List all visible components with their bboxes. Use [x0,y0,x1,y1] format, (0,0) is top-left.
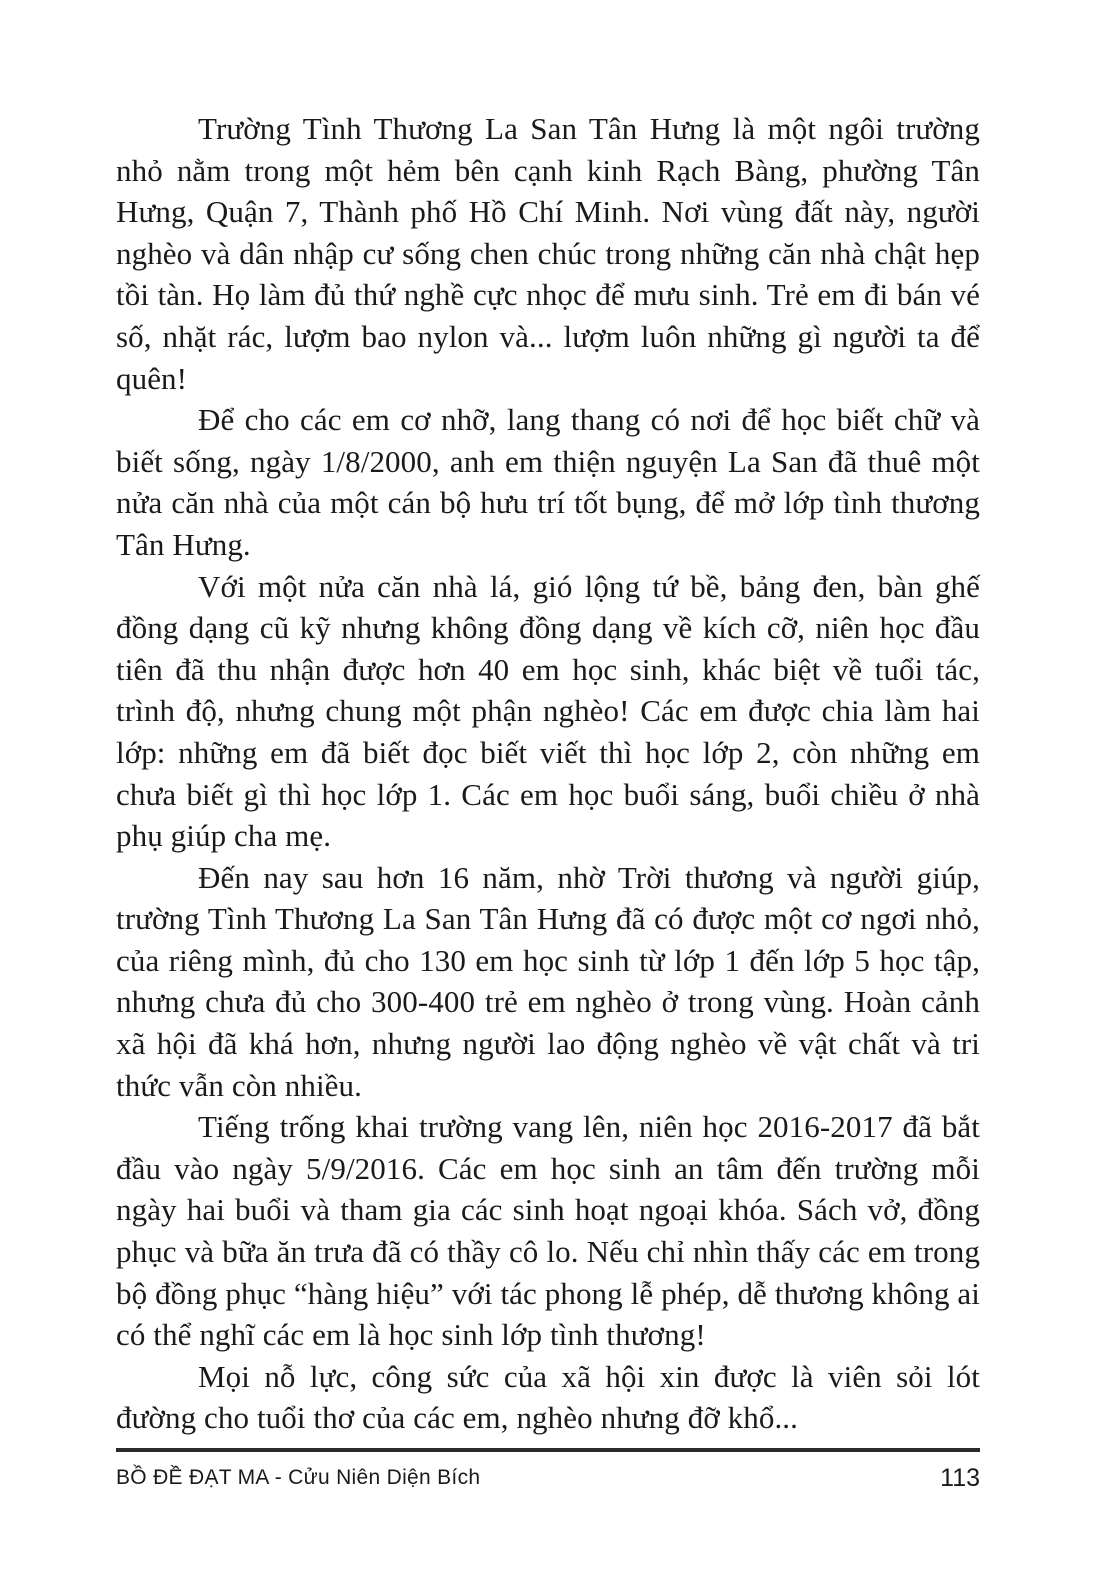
footer-divider [116,1448,980,1452]
paragraph-3: Với một nửa căn nhà lá, gió lộng tứ bề, bảng đen, bàn ghế đồng dạng cũ kỹ nhưng không đồng dạng về kích cỡ, niên học đầu tiên đã thu nhận được hơn 40 em học sinh, khác biệt về tuổi tác, trình độ, nhưng chung một phận nghèo! Các em được chia làm hai lớp: những em đã biết đọc biết viết thì học lớp 2, còn những em chưa biết gì thì học lớp 1. Các em học buổi sáng, buổi chiều ở nhà phụ giúp cha mẹ. [116,568,980,854]
paragraph-6: Mọi nỗ lực, công sức của xã hội xin được là viên sỏi lót đường cho tuổi thơ của các em, nghèo nhưng đỡ khổ... [116,1358,980,1436]
page-footer [116,1458,980,1498]
body-text [116,108,980,1439]
paragraph-5: Tiếng trống khai trường vang lên, niên học 2016-2017 đã bắt đầu vào ngày 5/9/2016. Các em học sinh an tâm đến trường mỗi ngày hai buổi và tham gia các sinh hoạt ngoại khóa. Sách vở, đồng phục và bữa ăn trưa đã có thầy cô lo. Nếu chỉ nhìn thấy các em trong bộ đồng phục “hàng hiệu” với tác phong lễ phép, dễ thương không ai có thể nghĩ các em là học sinh lớp tình thương! [116,1109,980,1353]
paragraph-1: Trường Tình Thương La San Tân Hưng là một ngôi trường nhỏ nằm trong một hẻm bên cạnh kinh Rạch Bàng, phường Tân Hưng, Quận 7, Thành phố Hồ Chí Minh. Nơi vùng đất này, người nghèo và dân nhập cư sống chen chúc trong những căn nhà chật hẹp tồi tàn. Họ làm đủ thứ nghề cực nhọc để mưu sinh. Trẻ em đi bán vé số, nhặt rác, lượm bao nylon và... lượm luôn những gì người ta để quên! [116,111,980,396]
paragraph-2: Để cho các em cơ nhỡ, lang thang có nơi để học biết chữ và biết sống, ngày 1/8/2000, anh em thiện nguyện La San đã thuê một nửa căn nhà của một cán bộ hưu trí tốt bụng, để mở lớp tình thương Tân Hưng. [116,402,980,562]
page-body [116,108,980,1439]
running-footer-title: BỒ ĐỀ ĐẠT MA - Cửu Niên Diện Bích [116,1466,481,1489]
paragraph-4: Đến nay sau hơn 16 năm, nhờ Trời thương và người giúp, trường Tình Thương La San Tân Hưng đã có được một cơ ngơi nhỏ, của riêng mình, đủ cho 130 em học sinh từ lớp 1 đến lớp 5 học tập, nhưng chưa đủ cho 300-400 trẻ em nghèo ở trong vùng. Hoàn cảnh xã hội đã khá hơn, nhưng người lao động nghèo về vật chất và tri thức vẫn còn nhiều. [116,859,980,1103]
page-number: 113 [940,1463,980,1492]
